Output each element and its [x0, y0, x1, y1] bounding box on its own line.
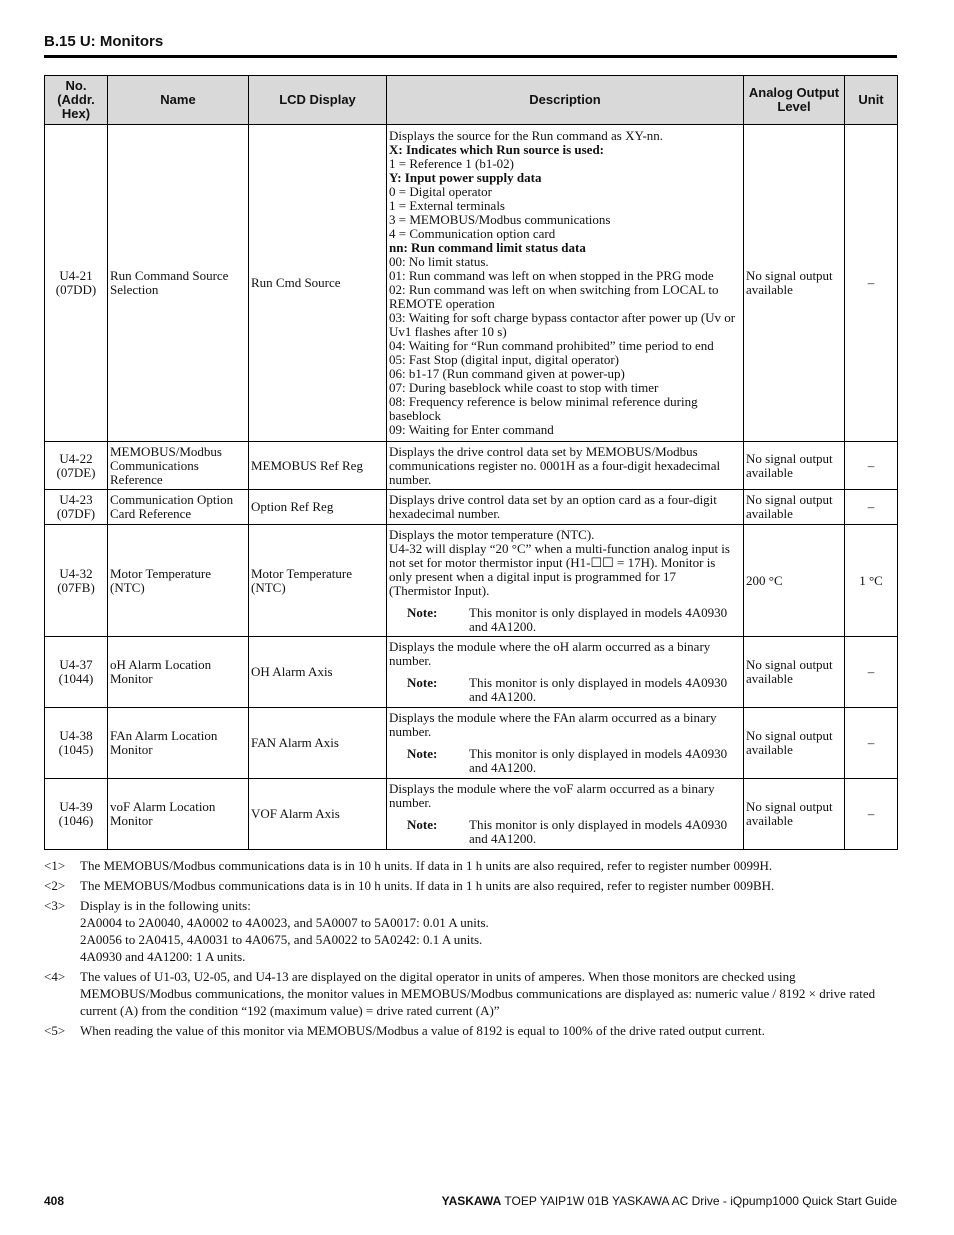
cell-monitor-no: [45, 708, 108, 779]
table-row: [45, 442, 898, 490]
footnote-line: When reading the value of this monitor via MEMOBUS/Modbus a value of 8192 is equal to 100% of the drive rated output current.: [80, 1023, 765, 1038]
cell-unit: –: [845, 708, 898, 779]
monitor-no: U4-38: [59, 728, 93, 743]
footnote-line: The values of U1-03, U2-05, and U4-13 are displayed on the digital operator in units of amperes. When those monitors are checked using MEMOBUS/Modbus communications, the monitor values in MEMOBUS/Modbus communications are displayed as: numeric value / 8192 × drive rated current (A) from the condition “192 (maximum value) = drive rated current (A)”: [80, 969, 876, 1018]
footnote-tag: <1>: [44, 858, 66, 873]
monitor-address: (1044): [58, 671, 94, 686]
cell-unit: –: [845, 125, 898, 442]
cell-lcd-display: Run Cmd Source: [249, 125, 387, 442]
footnote-body: [80, 877, 900, 894]
cell-lcd-display: MEMOBUS Ref Reg: [249, 442, 387, 490]
footnote-line: 2A0056 to 2A0415, 4A0031 to 4A0675, and 5A0022 to 5A0242: 0.1 A units.: [80, 932, 483, 947]
cell-analog-output: No signal output available: [744, 125, 845, 442]
monitor-address: (07FB): [57, 579, 95, 595]
description-line: 3 = MEMOBUS/Modbus communications: [389, 212, 611, 227]
monitor-no: U4-32: [59, 565, 93, 581]
monitor-no: U4-22: [59, 450, 93, 466]
footnote-tag: <5>: [44, 1023, 66, 1038]
cell-unit: –: [845, 779, 898, 850]
cell-analog-output: No signal output available: [744, 442, 845, 490]
cell-description: [387, 125, 744, 442]
note: [389, 747, 741, 775]
table-row: [45, 525, 898, 637]
footer-guide-title: [442, 1194, 897, 1208]
monitor-address: (07DD): [55, 282, 97, 297]
footnote: [44, 897, 900, 965]
footnote-tag: <2>: [44, 878, 66, 893]
note-text: This monitor is only displayed in models 4A0930 and 4A1200.: [469, 817, 728, 846]
description-line: 4 = Communication option card: [389, 226, 556, 241]
cell-analog-output: 200 °C: [744, 525, 845, 637]
description-line: 01: Run command was left on when stopped in the PRG mode: [389, 268, 714, 283]
cell-unit: –: [845, 442, 898, 490]
footer-brand: YASKAWA: [441, 1194, 502, 1208]
col-header-analog: Analog Output Level: [744, 76, 845, 125]
description-line: Displays the drive control data set by MEMOBUS/Modbus communications register no. 0001H as a four-digit hexadecimal number.: [389, 443, 721, 487]
cell-unit: –: [845, 637, 898, 708]
cell-name: oH Alarm Location Monitor: [108, 637, 249, 708]
monitor-address: (1046): [58, 813, 94, 828]
table-row: [45, 708, 898, 779]
description-line: 07: During baseblock while coast to stop with timer: [389, 380, 659, 395]
cell-description: [387, 525, 744, 637]
description-line: 09: Waiting for Enter command: [389, 422, 554, 437]
monitor-address: (07DE): [56, 464, 96, 480]
description-line: 02: Run command was left on when switching from LOCAL to REMOTE operation: [389, 282, 719, 311]
note: [389, 606, 741, 634]
footnote: [44, 968, 900, 1019]
cell-name: FAn Alarm Location Monitor: [108, 708, 249, 779]
description-line: X: Indicates which Run source is used:: [389, 142, 605, 157]
section-title: B.15 U: Monitors: [44, 33, 164, 50]
footnote-line: Display is in the following units:: [80, 898, 251, 913]
cell-monitor-no: [45, 779, 108, 850]
cell-description: [387, 442, 744, 490]
cell-monitor-no: [45, 490, 108, 525]
cell-monitor-no: [45, 125, 108, 442]
note-text: This monitor is only displayed in models 4A0930 and 4A1200.: [469, 604, 728, 634]
description-line: 06: b1-17 (Run command given at power-up): [389, 366, 625, 381]
description-line: 0 = Digital operator: [389, 184, 492, 199]
description-line: 00: No limit status.: [389, 254, 489, 269]
cell-monitor-no: [45, 442, 108, 490]
cell-description: [387, 637, 744, 708]
col-header-name: Name: [108, 76, 249, 125]
cell-unit: –: [845, 490, 898, 525]
header-rule: [44, 55, 897, 58]
monitor-address: (07DF): [56, 506, 96, 521]
cell-name: voF Alarm Location Monitor: [108, 779, 249, 850]
cell-lcd-display: Option Ref Reg: [249, 490, 387, 525]
col-header-lcd: LCD Display: [249, 76, 387, 125]
footnote-line: The MEMOBUS/Modbus communications data is in 10 h units. If data in 1 h units are also required, refer to register number 0099H.: [80, 858, 773, 873]
cell-monitor-no: [45, 525, 108, 637]
cell-description: [387, 490, 744, 525]
footnote-body: [80, 968, 900, 1019]
cell-analog-output: No signal output available: [744, 637, 845, 708]
table-row: [45, 779, 898, 850]
note-label: Note:: [407, 675, 438, 690]
table-row: [45, 637, 898, 708]
cell-description: [387, 708, 744, 779]
cell-lcd-display: Motor Temperature (NTC): [249, 525, 387, 637]
description-line: Displays drive control data set by an option card as a four-digit hexadecimal number.: [389, 492, 717, 521]
description-line: nn: Run command limit status data: [389, 240, 586, 255]
note-label: Note:: [407, 817, 438, 832]
description-line: Y: Input power supply data: [389, 170, 542, 185]
footnote-line: The MEMOBUS/Modbus communications data is in 10 h units. If data in 1 h units are also required, refer to register number 009BH.: [80, 878, 775, 893]
description-line: Displays the module where the FAn alarm occurred as a binary number.: [389, 710, 717, 739]
cell-description: [387, 779, 744, 850]
monitor-no: U4-23: [59, 492, 93, 507]
page-number: 408: [44, 1194, 65, 1208]
cell-name: Motor Temperature (NTC): [108, 525, 249, 637]
description-line: Displays the motor temperature (NTC).: [389, 526, 595, 542]
cell-lcd-display: OH Alarm Axis: [249, 637, 387, 708]
description-line: 08: Frequency reference is below minimal reference during baseblock: [389, 394, 698, 423]
monitor-no: U4-39: [59, 799, 93, 814]
cell-name: Run Command Source Selection: [108, 125, 249, 442]
footnote: [44, 1022, 900, 1039]
note-label: Note:: [407, 746, 438, 761]
note: [389, 676, 741, 704]
col-header-unit: Unit: [845, 76, 898, 125]
cell-analog-output: No signal output available: [744, 779, 845, 850]
footnote-body: [80, 897, 900, 965]
cell-name: Communication Option Card Reference: [108, 490, 249, 525]
note: [389, 818, 741, 846]
cell-analog-output: No signal output available: [744, 490, 845, 525]
footer-guide: TOEP YAIP1W 01B YASKAWA AC Drive - iQpump1000 Quick Start Guide: [504, 1194, 897, 1208]
footnote-tag: <3>: [44, 898, 66, 913]
description-line: U4-32 will display “20 °C” when a multi-function analog input is not set for motor thermistor input (H1-☐☐ = 17H). Monitor is only present when a digital input is programmed for 17 (Thermistor Input).: [389, 540, 730, 598]
monitor-no: U4-21: [59, 268, 93, 283]
monitor-address: (1045): [58, 742, 94, 757]
description-line: 05: Fast Stop (digital input, digital operator): [389, 352, 620, 367]
cell-unit: 1 °C: [845, 525, 898, 637]
table-row: [45, 490, 898, 525]
monitors-table: [44, 75, 898, 850]
footnote-body: [80, 857, 900, 874]
footnote: [44, 877, 900, 894]
description-line: 04: Waiting for “Run command prohibited” time period to end: [389, 338, 714, 353]
note-text: This monitor is only displayed in models 4A0930 and 4A1200.: [469, 675, 728, 704]
footnote-body: [80, 1022, 900, 1039]
description-line: Displays the module where the oH alarm occurred as a binary number.: [389, 639, 711, 668]
table-body: [45, 125, 898, 850]
description-line: 1 = External terminals: [389, 198, 505, 213]
note-label: Note:: [407, 604, 438, 620]
note-text: This monitor is only displayed in models 4A0930 and 4A1200.: [469, 746, 728, 775]
table-header-row: [45, 76, 898, 125]
cell-analog-output: No signal output available: [744, 708, 845, 779]
description-line: 03: Waiting for soft charge bypass contactor after power up (Uv or Uv1 flashes after 10 s): [389, 310, 736, 339]
cell-lcd-display: VOF Alarm Axis: [249, 779, 387, 850]
col-header-no: No. (Addr. Hex): [45, 76, 108, 125]
monitor-no: U4-37: [59, 657, 93, 672]
description-line: Displays the source for the Run command as XY-nn.: [389, 128, 664, 143]
footnote-tag: <4>: [44, 969, 66, 984]
cell-name: MEMOBUS/Modbus Communications Reference: [108, 442, 249, 490]
cell-monitor-no: [45, 637, 108, 708]
description-line: 1 = Reference 1 (b1-02): [389, 156, 514, 171]
table-row: [45, 125, 898, 442]
footnote: [44, 857, 900, 874]
footnote-line: 2A0004 to 2A0040, 4A0002 to 4A0023, and 5A0007 to 5A0017: 0.01 A units.: [80, 915, 489, 930]
col-header-description: Description: [387, 76, 744, 125]
footnote-line: 4A0930 and 4A1200: 1 A units.: [80, 949, 246, 964]
cell-lcd-display: FAN Alarm Axis: [249, 708, 387, 779]
description-line: Displays the module where the voF alarm occurred as a binary number.: [389, 781, 715, 810]
